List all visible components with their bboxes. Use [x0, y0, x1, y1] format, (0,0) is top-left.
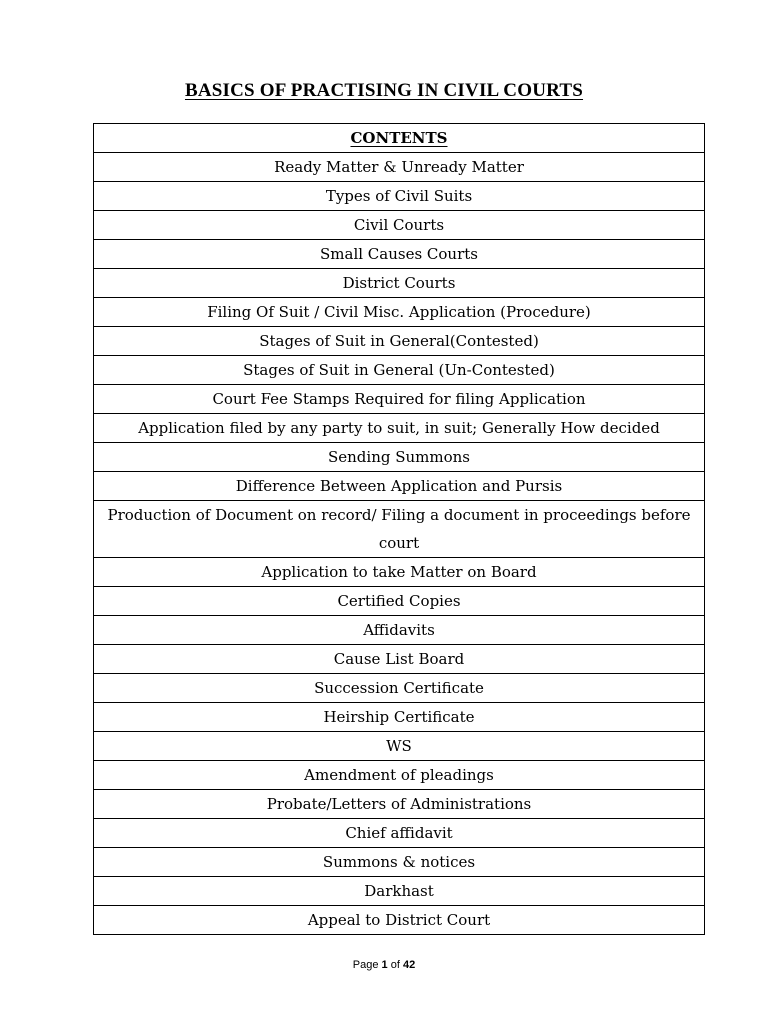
contents-item: Civil Courts [94, 211, 705, 240]
table-row [94, 211, 705, 240]
table-row [94, 414, 705, 443]
table-row [94, 790, 705, 819]
contents-item: Summons & notices [94, 848, 705, 877]
contents-item: Succession Certificate [94, 674, 705, 703]
contents-item: Court Fee Stamps Required for filing Application [94, 385, 705, 414]
contents-item: Production of Document on record/ Filing a document in proceedings before court [94, 501, 705, 558]
table-row [94, 182, 705, 211]
table-row [94, 761, 705, 790]
contents-header: CONTENTS [94, 124, 705, 153]
of-label: of [390, 959, 400, 971]
contents-item: Difference Between Application and Pursis [94, 472, 705, 501]
contents-item: Sending Summons [94, 443, 705, 472]
contents-item: Amendment of pleadings [94, 761, 705, 790]
table-row [94, 587, 705, 616]
table-row [94, 356, 705, 385]
contents-item: Small Causes Courts [94, 240, 705, 269]
table-row [94, 732, 705, 761]
table-row [94, 153, 705, 182]
table-row [94, 501, 705, 558]
contents-item: WS [94, 732, 705, 761]
table-header-row [94, 124, 705, 153]
page-footer [0, 959, 768, 971]
table-row [94, 848, 705, 877]
document-title: BASICS OF PRACTISING IN CIVIL COURTS [184, 80, 584, 101]
table-row [94, 298, 705, 327]
contents-item: Chief affidavit [94, 819, 705, 848]
table-row [94, 443, 705, 472]
page-label: Page [352, 959, 379, 971]
table-row [94, 645, 705, 674]
contents-item: Cause List Board [94, 645, 705, 674]
contents-item: Ready Matter & Unready Matter [94, 153, 705, 182]
contents-item: Heirship Certificate [94, 703, 705, 732]
table-row [94, 877, 705, 906]
contents-item: Application to take Matter on Board [94, 558, 705, 587]
contents-item: Stages of Suit in General (Un-Contested) [94, 356, 705, 385]
contents-item: Stages of Suit in General(Contested) [94, 327, 705, 356]
table-row [94, 269, 705, 298]
contents-item: Affidavits [94, 616, 705, 645]
table-row [94, 240, 705, 269]
table-row [94, 703, 705, 732]
contents-table [93, 123, 705, 935]
table-row [94, 906, 705, 935]
contents-item: Darkhast [94, 877, 705, 906]
table-row [94, 472, 705, 501]
total-pages: 42 [402, 959, 416, 971]
current-page: 1 [381, 959, 388, 971]
contents-item: Probate/Letters of Administrations [94, 790, 705, 819]
contents-item: Application filed by any party to suit, in suit; Generally How decided [94, 414, 705, 443]
table-row [94, 558, 705, 587]
contents-item: Types of Civil Suits [94, 182, 705, 211]
contents-item: Appeal to District Court [94, 906, 705, 935]
table-row [94, 327, 705, 356]
table-row [94, 819, 705, 848]
contents-item: Certified Copies [94, 587, 705, 616]
table-row [94, 674, 705, 703]
table-row [94, 616, 705, 645]
contents-item: Filing Of Suit / Civil Misc. Application (Procedure) [94, 298, 705, 327]
contents-item: District Courts [94, 269, 705, 298]
table-row [94, 385, 705, 414]
